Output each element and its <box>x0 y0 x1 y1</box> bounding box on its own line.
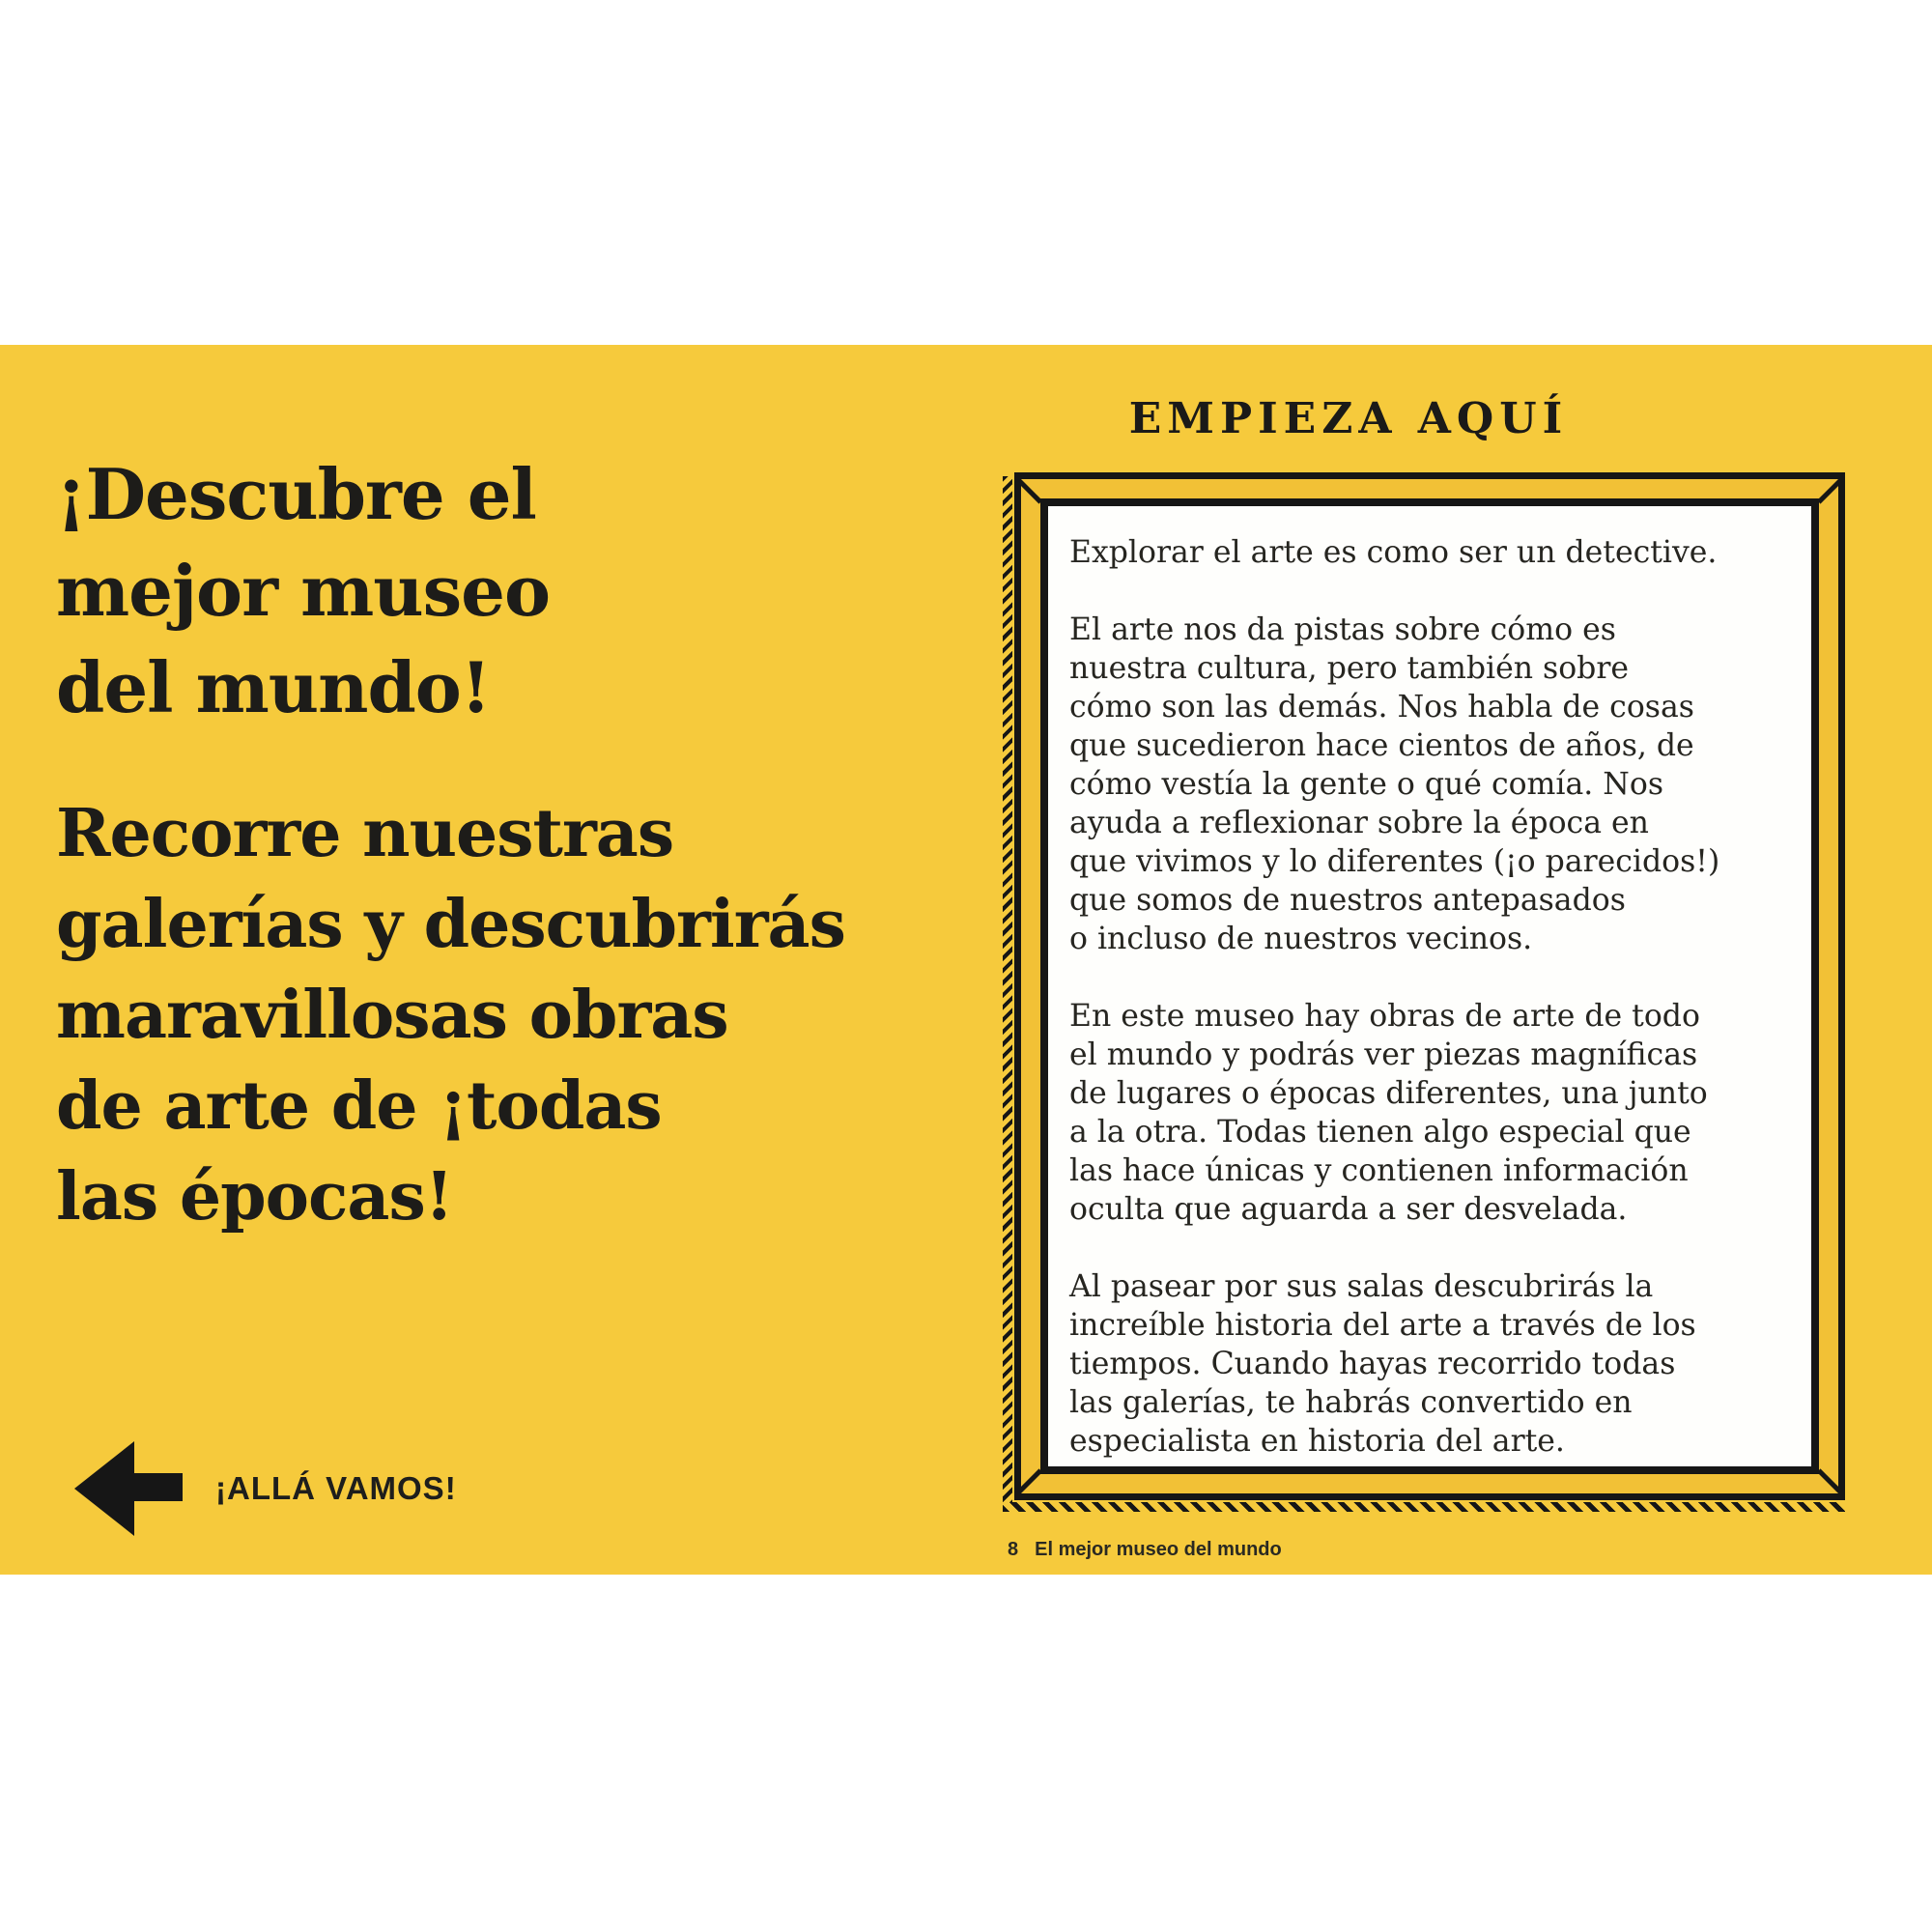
text-line: a la otra. Todas tienen algo especial que <box>1069 1115 1691 1150</box>
picture-frame <box>1003 472 1845 1512</box>
text-line: increíble historia del arte a través de los <box>1069 1308 1696 1343</box>
text-line: cómo vestía la gente o qué comía. Nos <box>1069 767 1663 802</box>
text-line: de lugares o épocas diferentes, una junto <box>1069 1076 1708 1111</box>
text-line: El arte nos da pistas sobre cómo es <box>1069 612 1616 647</box>
headline-line: ¡Descubre el <box>56 453 536 535</box>
subheadline <box>56 788 845 1242</box>
frame-mitre-top-right <box>1817 477 1844 504</box>
paragraph <box>1069 533 1798 572</box>
text-line: que somos de nuestros antepasados <box>1069 883 1626 918</box>
text-line: Explorar el arte es como ser un detective. <box>1069 535 1718 570</box>
frame-mitre-top-left <box>1015 477 1042 504</box>
text-line: las galerías, te habrás convertido en <box>1069 1385 1633 1420</box>
cta <box>74 1441 457 1536</box>
frame-border <box>1014 472 1845 1500</box>
subheadline-line: galerías y descubrirás <box>56 886 845 963</box>
text-line: tiempos. Cuando hayas recorrido todas <box>1069 1347 1676 1381</box>
subheadline-line: las épocas! <box>56 1158 453 1236</box>
text-line: nuestra cultura, pero también sobre <box>1069 651 1630 686</box>
text-line: cómo son las demás. Nos habla de cosas <box>1069 690 1694 724</box>
page-footer <box>1008 1539 1282 1561</box>
paragraph <box>1069 1267 1798 1461</box>
text-line: ayuda a reflexionar sobre la época en <box>1069 806 1649 840</box>
text-line: o incluso de nuestros vecinos. <box>1069 922 1533 956</box>
text-line: las hace únicas y contienen información <box>1069 1153 1689 1188</box>
paragraph <box>1069 997 1798 1229</box>
page-number: 8 <box>1008 1539 1019 1560</box>
text-line: que vivimos y lo diferentes (¡o parecidos!) <box>1069 844 1720 879</box>
headline <box>56 446 550 736</box>
text-line: especialista en historia del arte. <box>1069 1424 1565 1459</box>
hatch-shadow-bottom <box>1003 1502 1845 1512</box>
subheadline-line: de arte de ¡todas <box>56 1067 662 1145</box>
frame-mitre-bottom-right <box>1817 1468 1844 1495</box>
text-line: Al pasear por sus salas descubrirás la <box>1069 1269 1654 1304</box>
page-header: EMPIEZA AQUÍ <box>1128 394 1569 443</box>
text-line: En este museo hay obras de arte de todo <box>1069 999 1700 1034</box>
frame-content <box>1040 498 1819 1474</box>
headline-line: del mundo! <box>56 646 491 728</box>
frame-mitre-bottom-left <box>1015 1468 1042 1495</box>
hatch-shadow-left <box>1003 476 1012 1502</box>
book-title: El mejor museo del mundo <box>1035 1539 1282 1560</box>
paragraph <box>1069 611 1798 958</box>
headline-line: mejor museo <box>56 550 550 632</box>
text-line: oculta que aguarda a ser desvelada. <box>1069 1192 1628 1227</box>
subheadline-line: maravillosas obras <box>56 977 728 1054</box>
text-line: que sucedieron hace cientos de años, de <box>1069 728 1694 763</box>
cta-label: ¡ALLÁ VAMOS! <box>215 1470 457 1506</box>
subheadline-line: Recorre nuestras <box>56 795 674 872</box>
text-line: el mundo y podrás ver piezas magníficas <box>1069 1037 1698 1072</box>
left-arrow-icon <box>74 1441 183 1536</box>
